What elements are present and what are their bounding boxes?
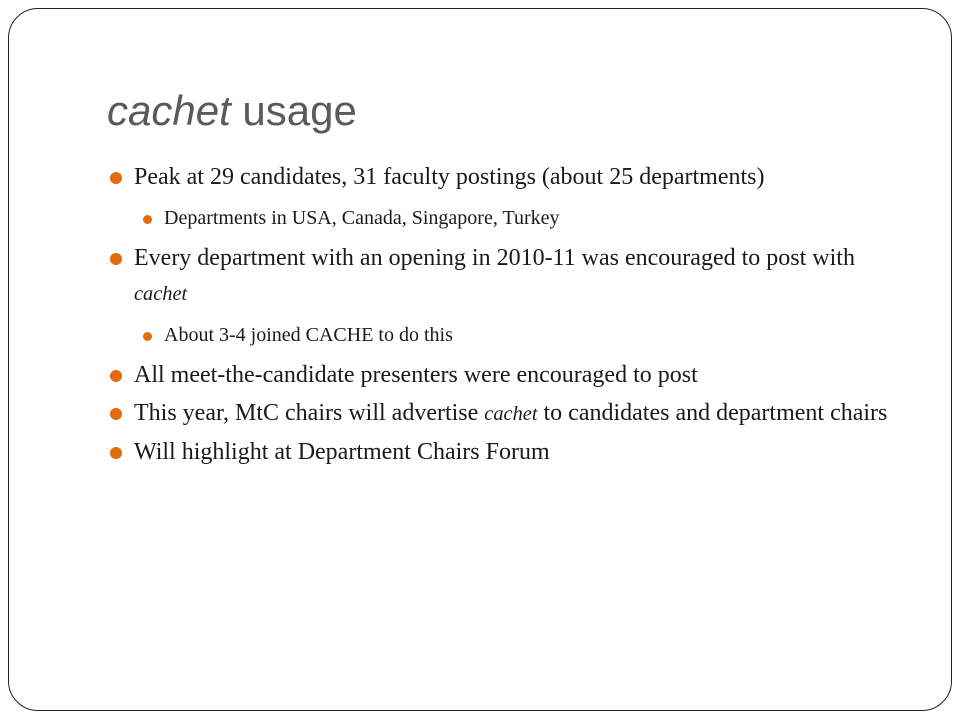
subbullet-text: About 3-4 joined CACHE to do this	[164, 324, 453, 346]
bullet-text: This year, MtC chairs will advertise	[134, 400, 485, 426]
title-italic-word: cachet	[107, 87, 231, 134]
bullet-text: Peak at 29 candidates, 31 faculty postings (about 25 departments)	[134, 164, 765, 190]
bullet-every-department	[107, 241, 907, 312]
bullet-text: Every department with an opening in 2010-11 was encouraged to post with	[134, 245, 855, 271]
title-rest: usage	[230, 87, 357, 134]
bullet-peak-candidates	[107, 160, 907, 195]
bullet-chairs-forum	[107, 435, 907, 470]
subbullet-department-countries	[107, 203, 907, 233]
bullet-mtc-presenters	[107, 358, 907, 393]
bullet-list	[107, 160, 907, 478]
subbullet-text: Departments in USA, Canada, Singapore, Turkey	[164, 207, 560, 229]
bullet-text: All meet-the-candidate presenters were encouraged to post	[134, 362, 698, 388]
slide-title	[107, 86, 357, 136]
cachet-emphasis: cachet	[484, 403, 538, 425]
subbullet-joined-cache	[107, 320, 907, 350]
cachet-emphasis: cachet	[134, 283, 188, 305]
bullet-mtc-chairs-advertise	[107, 396, 907, 432]
bullet-text-end: to candidates and department chairs	[537, 400, 888, 426]
bullet-text: Will highlight at Department Chairs Forum	[134, 439, 550, 465]
